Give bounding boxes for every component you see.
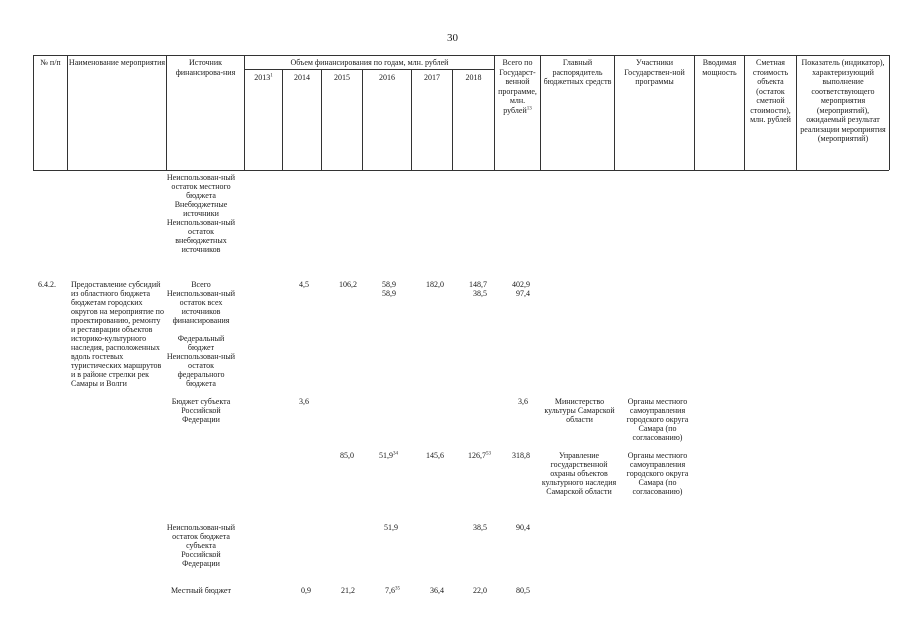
- distributor-b: Управление государственной охраны объектов культурного наследия Самарской области: [541, 451, 617, 496]
- local-2014: 0,9: [301, 586, 311, 595]
- header-participants: Участники Государствен-ной программы: [624, 58, 685, 86]
- header-year-2016: 2016: [379, 73, 395, 82]
- page-number: 30: [447, 32, 458, 44]
- local-2015: 21,2: [341, 586, 355, 595]
- header-cost: Сметная стоимость объекта (остаток сметной стоимости), млн. рублей: [750, 58, 791, 124]
- regional-a-sum: 3,6: [518, 397, 528, 406]
- header-year-2015: 2015: [334, 73, 350, 82]
- local-2016: $7,6^{35}$: [385, 586, 400, 595]
- unused-all-2016: 58,9: [382, 289, 396, 298]
- source-unused-federal: Неиспользован-ный остаток федерального бюджета: [166, 352, 236, 388]
- header-indicator: Показатель (индикатор), характеризующий выполнение соответствующего мероприятия (мероприятий), ожидаемый результат реализации мероприятия (мероприятий): [800, 58, 886, 143]
- regional-b-2018: 126,7$^{53}$: [468, 451, 491, 460]
- source-federal: Федеральный бюджет: [177, 334, 225, 352]
- unused-regional-2016: 51,9: [384, 523, 398, 532]
- regional-a-2014: 3,6: [299, 397, 309, 406]
- header-year-2013: 2013$^1$: [254, 73, 273, 82]
- total-2017: 182,0: [426, 280, 444, 289]
- header-year-2018: 2018: [465, 73, 482, 82]
- regional-b-2015: 85,0: [340, 451, 354, 460]
- distributor-a: Министерство культуры Самарской области: [544, 397, 615, 424]
- source-regional: Бюджет субъекта Российской Федерации: [171, 397, 231, 424]
- source-unused-regional: Неиспользован-ный остаток бюджета субъекта Российской Федерации: [166, 523, 236, 568]
- total-2016: 58,9: [382, 280, 396, 289]
- regional-b-2016: 51,9$^{34}$: [379, 451, 398, 460]
- item-number: 6.4.2.: [38, 280, 56, 289]
- header-distributor: Главный распорядитель бюджетных средств: [543, 58, 612, 86]
- top-sources: Неиспользован-ный остаток местного бюджета Внебюджетные источники Неиспользован-ный остаток внебюджетных источников: [166, 173, 236, 254]
- header-total: Всего по Государст-венной программе, млн. рублей$^{13}$: [498, 58, 537, 115]
- total-2014: 4,5: [299, 280, 309, 289]
- source-local: Местный бюджет: [171, 586, 231, 595]
- unused-regional-2018: 38,5: [473, 523, 487, 532]
- header-year-2014: 2014: [294, 73, 310, 82]
- local-2018: 22,0: [473, 586, 487, 595]
- total-2015: 106,2: [339, 280, 357, 289]
- participants-a: Органы местного самоуправления городского округа Самара (по согласованию): [626, 397, 689, 442]
- total-sum: 402,9: [512, 280, 530, 289]
- header-capacity: Вводимая мощность: [702, 58, 737, 77]
- unused-regional-sum: 90,4: [516, 523, 530, 532]
- header-name: Наименование мероприятия: [68, 58, 166, 67]
- total-2018: 148,7: [469, 280, 487, 289]
- local-sum: 80,5: [516, 586, 530, 595]
- header-source: Источник финансирова-ния: [175, 58, 236, 77]
- item-name: Предоставление субсидий из областного бюджета бюджетам городских округов на мероприятие по проектированию, ремонту и реставрации объектов историко-культурного наследия, расположенных вдоль гостевых туристических маршрутов и в районе стрелки рек Самары и Волги: [71, 280, 164, 388]
- regional-b-sum: 318,8: [512, 451, 530, 460]
- participants-b: Органы местного самоуправления городского округа Самара (по согласованию): [626, 451, 689, 496]
- source-unused-all: Неиспользован-ный остаток всех источников финансирования: [166, 289, 236, 325]
- local-2017: 36,4: [430, 586, 444, 595]
- header-number: № п/п: [40, 58, 61, 67]
- source-total: Всего: [191, 280, 211, 289]
- unused-all-2018: 38,5: [473, 289, 487, 298]
- header-year-2017: 2017: [424, 73, 440, 82]
- regional-b-2017: 145,6: [426, 451, 444, 460]
- unused-all-sum: 97,4: [516, 289, 530, 298]
- header-volume: Объем финансирования по годам, млн. рублей: [290, 58, 449, 67]
